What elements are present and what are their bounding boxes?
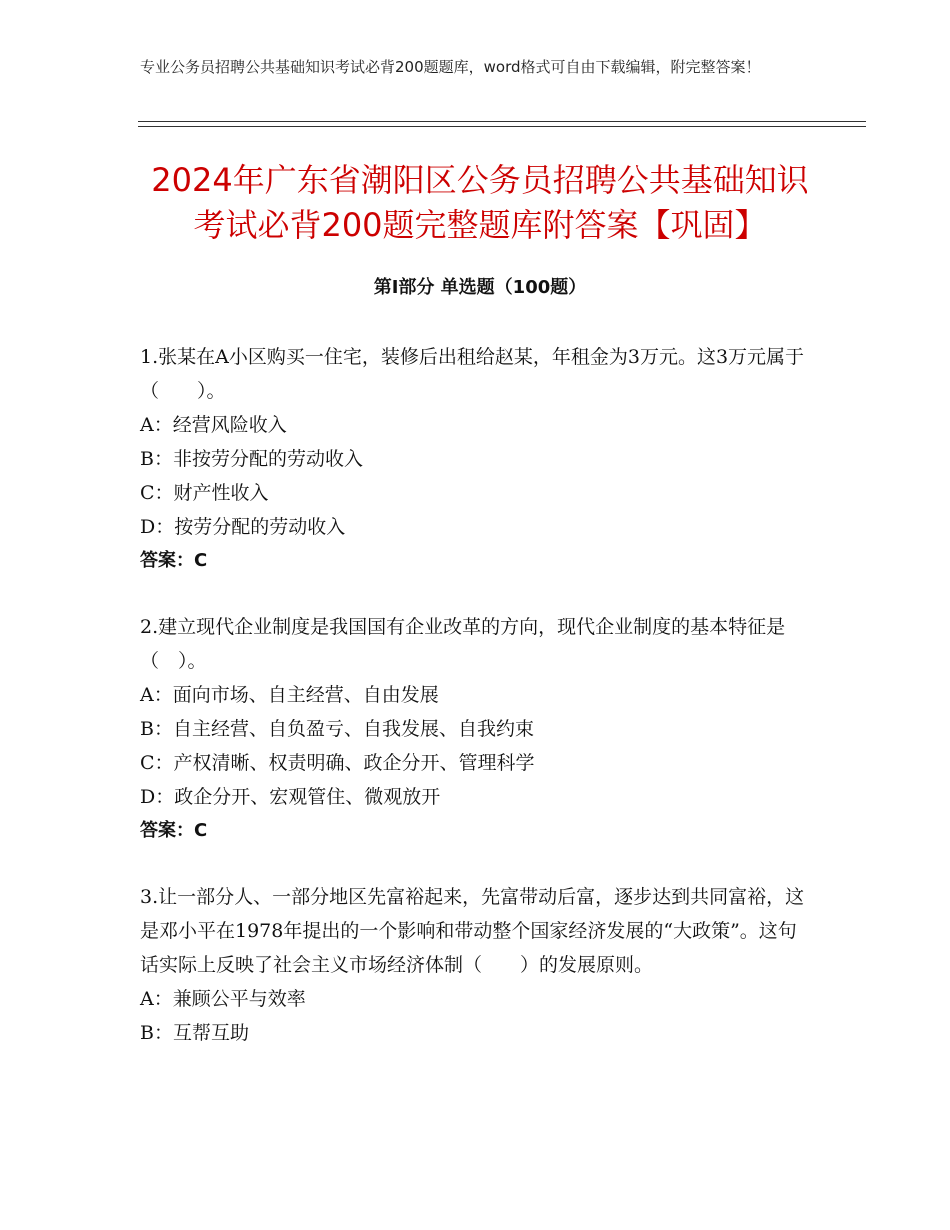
answer-label: 答案：C	[140, 820, 208, 841]
option-b: B：非按劳分配的劳动收入	[140, 448, 363, 470]
header-divider-secondary	[138, 126, 866, 127]
answer-label: 答案：C	[140, 550, 208, 571]
document-title: 2024年广东省潮阳区公务员招聘公共基础知识考试必背200题完整题库附答案【巩固】	[151, 161, 809, 244]
question-3	[140, 880, 812, 1050]
option-c: C：财产性收入	[140, 482, 269, 504]
question-stem: 3.让一部分人、一部分地区先富裕起来，先富带动后富，逐步达到共同富裕，这是邓小平在1978年提出的一个影响和带动整个国家经济发展的“大政策”。这句话实际上反映了社会主义市场经济体制（ ）的发展原则。	[140, 886, 805, 976]
header-divider	[138, 121, 866, 122]
option-c: C：产权清晰、权责明确、政企分开、管理科学	[140, 752, 535, 774]
question-list	[140, 340, 812, 1082]
option-b: B：自主经营、自负盈亏、自我发展、自我约束	[140, 718, 534, 740]
question-2	[140, 610, 812, 848]
question-stem: 2.建立现代企业制度是我国国有企业改革的方向，现代企业制度的基本特征是（ ）。	[140, 616, 786, 672]
option-a: A：经营风险收入	[140, 414, 287, 436]
option-a: A：面向市场、自主经营、自由发展	[140, 684, 439, 706]
option-b: B：互帮互助	[140, 1022, 249, 1044]
header-note: 专业公务员招聘公共基础知识考试必背200题题库，word格式可自由下载编辑，附完整答案！	[140, 58, 761, 76]
question-1	[140, 340, 812, 578]
option-d: D：按劳分配的劳动收入	[140, 516, 346, 538]
section-heading: 第Ⅰ部分 单选题（100题）	[373, 277, 587, 298]
option-d: D：政企分开、宏观管住、微观放开	[140, 786, 441, 808]
option-a: A：兼顾公平与效率	[140, 988, 306, 1010]
question-stem: 1.张某在A小区购买一住宅，装修后出租给赵某，年租金为3万元。这3万元属于（ ）。	[140, 346, 805, 402]
